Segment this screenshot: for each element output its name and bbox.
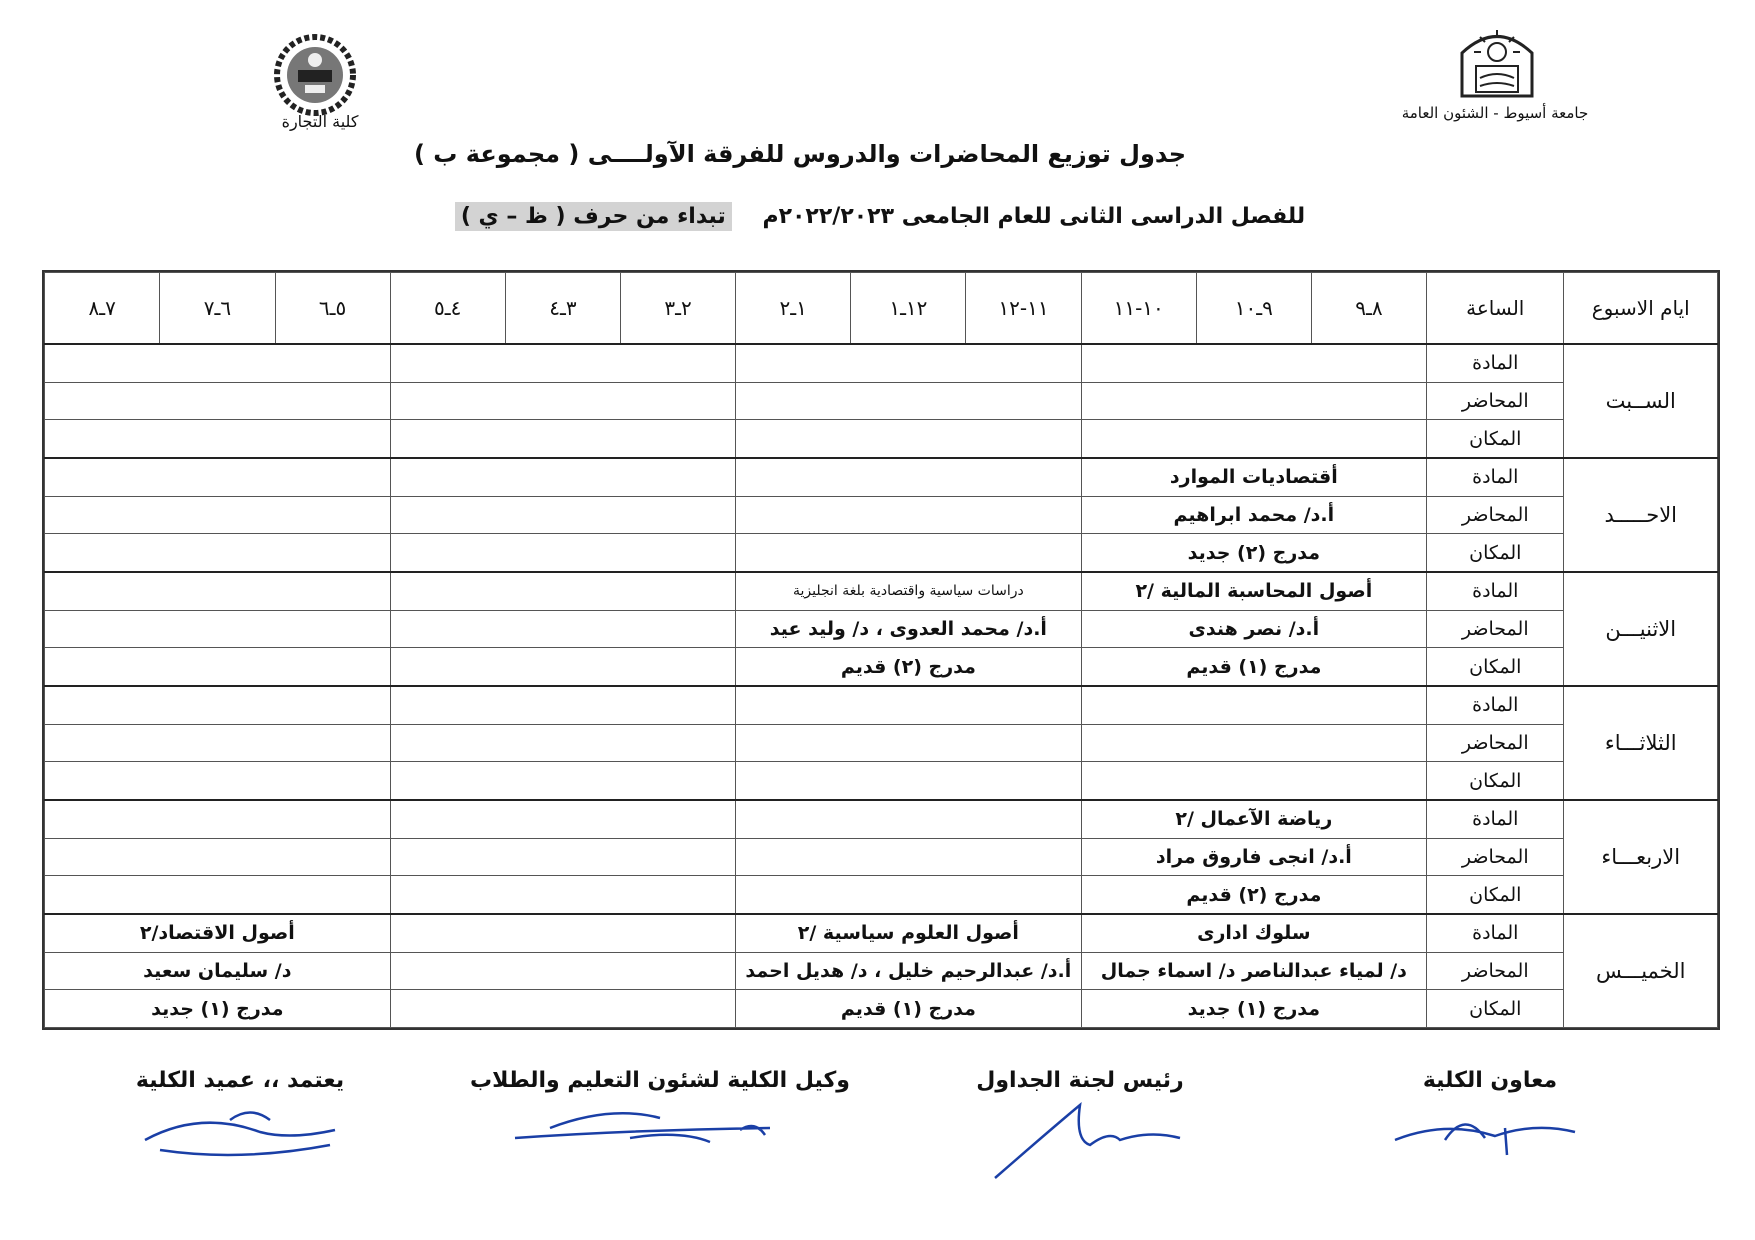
schedule-cell — [390, 382, 735, 420]
table-row — [45, 914, 1718, 952]
row-label: المادة — [1427, 686, 1564, 724]
row-label: المحاضر — [1427, 838, 1564, 876]
day-name: الاثنيـــن — [1564, 572, 1718, 686]
schedule-cell — [45, 762, 391, 800]
faculty-name: كلية التجارة — [281, 112, 359, 131]
table-row — [45, 724, 1718, 762]
row-label: المحاضر — [1427, 496, 1564, 534]
schedule-cell: أ.د/ انجى فاروق مراد — [1081, 838, 1426, 876]
row-label: المكان — [1427, 876, 1564, 914]
schedule-cell — [45, 686, 391, 724]
time-slot-header: ١٠-١١ — [1081, 273, 1196, 344]
schedule-cell — [1081, 344, 1426, 382]
row-label: المكان — [1427, 534, 1564, 572]
schedule-cell: أ.د/ عبدالرحيم خليل ، د/ هديل احمد — [736, 952, 1081, 990]
subtitle-highlight: تبداء من حرف ( ظ – ي ) — [455, 202, 732, 231]
schedule-cell: مدرج (١) جديد — [1081, 990, 1426, 1028]
time-slot-header: ٢ـ٣ — [620, 273, 735, 344]
row-label: المحاضر — [1427, 610, 1564, 648]
schedule-cell — [45, 800, 391, 838]
schedule-cell — [390, 914, 735, 952]
table-row — [45, 686, 1718, 724]
schedule-cell — [390, 952, 735, 990]
hour-header: الساعة — [1427, 273, 1564, 344]
schedule-cell — [45, 838, 391, 876]
table-row — [45, 382, 1718, 420]
schedule-cell — [390, 610, 735, 648]
schedule-cell — [45, 420, 391, 458]
table-row — [45, 876, 1718, 914]
table-header-row — [45, 273, 1718, 344]
schedule-cell — [1081, 686, 1426, 724]
time-slot-header: ١١-١٢ — [966, 273, 1081, 344]
page-subtitle — [420, 204, 1340, 229]
signature-dean — [140, 1100, 340, 1170]
schedule-cell: د/ لمياء عبدالناصر د/ اسماء جمال — [1081, 952, 1426, 990]
page-title: جدول توزيع المحاضرات والدروس للفرقة الآولــــى ( مجموعة ب ) — [413, 140, 1187, 168]
schedule-cell — [45, 876, 391, 914]
schedule-cell — [736, 686, 1081, 724]
table-row — [45, 990, 1718, 1028]
schedule-cell: مدرج (٢) قديم — [736, 648, 1081, 686]
schedule-cell — [45, 534, 391, 572]
schedule-cell — [736, 534, 1081, 572]
faculty-of-commerce-logo — [270, 30, 360, 120]
schedule-cell — [736, 344, 1081, 382]
schedule-cell: رياضة الآعمال /٢ — [1081, 800, 1426, 838]
schedule-cell — [45, 610, 391, 648]
schedule-cell — [1081, 420, 1426, 458]
day-name: الاحـــــد — [1564, 458, 1718, 572]
row-label: المكان — [1427, 990, 1564, 1028]
schedule-cell — [736, 420, 1081, 458]
schedule-cell — [390, 420, 735, 458]
schedule-cell — [390, 990, 735, 1028]
signature-title-vice-dean: وكيل الكلية لشئون التعليم والطلاب — [470, 1068, 850, 1093]
schedule-cell — [736, 496, 1081, 534]
table-row — [45, 420, 1718, 458]
schedule-cell: مدرج (١) قديم — [1081, 648, 1426, 686]
schedule-cell — [390, 648, 735, 686]
assiut-university-logo — [1452, 28, 1542, 98]
schedule-cell: أ.د/ نصر هندى — [1081, 610, 1426, 648]
subtitle-main: للفصل الدراسى الثانى للعام الجامعى ٢٠٢٢/٢٠٢٣م — [762, 204, 1306, 229]
row-label: المكان — [1427, 420, 1564, 458]
schedule-cell: مدرج (٢) جديد — [1081, 534, 1426, 572]
row-label: المحاضر — [1427, 952, 1564, 990]
schedule-cell — [736, 382, 1081, 420]
table-row — [45, 800, 1718, 838]
university-name: جامعة أسيوط - الشئون العامة — [1401, 104, 1589, 122]
day-name: الخميـــس — [1564, 914, 1718, 1028]
schedule-cell: أ.د/ محمد العدوى ، د/ وليد عيد — [736, 610, 1081, 648]
schedule-cell — [45, 496, 391, 534]
table-row — [45, 496, 1718, 534]
schedule-cell: أصول الاقتصاد/٢ — [45, 914, 391, 952]
time-slot-header: ١٢ـ١ — [851, 273, 966, 344]
schedule-cell — [736, 724, 1081, 762]
schedule-cell: مدرج (١) قديم — [736, 990, 1081, 1028]
signature-title-schedule-committee: رئيس لجنة الجداول — [976, 1068, 1184, 1093]
schedule-cell — [390, 762, 735, 800]
row-label: المادة — [1427, 458, 1564, 496]
day-name: الســبت — [1564, 344, 1718, 458]
schedule-cell — [390, 838, 735, 876]
schedule-cell: مدرج (١) جديد — [45, 990, 391, 1028]
schedule-cell: مدرج (٢) قديم — [1081, 876, 1426, 914]
schedule-cell — [45, 724, 391, 762]
signature-title-assistant: معاون الكلية — [1422, 1068, 1558, 1093]
time-slot-header: ٣ـ٤ — [505, 273, 620, 344]
schedule-cell — [390, 496, 735, 534]
schedule-cell — [736, 458, 1081, 496]
schedule-cell — [1081, 382, 1426, 420]
table-row — [45, 762, 1718, 800]
schedule-cell — [45, 458, 391, 496]
schedule-cell — [45, 382, 391, 420]
schedule-cell — [736, 838, 1081, 876]
table-row — [45, 344, 1718, 382]
schedule-cell — [45, 572, 391, 610]
schedule-cell — [390, 572, 735, 610]
day-name: الثلاثـــاء — [1564, 686, 1718, 800]
signature-schedule-committee — [990, 1100, 1190, 1180]
schedule-cell: أصول المحاسبة المالية /٢ — [1081, 572, 1426, 610]
schedule-cell — [736, 876, 1081, 914]
table-row — [45, 534, 1718, 572]
schedule-cell: أصول العلوم سياسية /٢ — [736, 914, 1081, 952]
signature-vice-dean — [510, 1100, 810, 1170]
schedule-cell — [390, 534, 735, 572]
row-label: المحاضر — [1427, 724, 1564, 762]
days-header: ايام الاسبوع — [1564, 273, 1718, 344]
schedule-cell: د/ سليمان سعيد — [45, 952, 391, 990]
schedule-cell — [390, 458, 735, 496]
schedule-table — [42, 270, 1720, 1030]
signature-assistant — [1385, 1100, 1585, 1180]
schedule-cell — [390, 800, 735, 838]
schedule-cell — [390, 724, 735, 762]
time-slot-header: ٥ـ٦ — [275, 273, 390, 344]
schedule-cell — [45, 344, 391, 382]
schedule-cell — [390, 876, 735, 914]
schedule-cell — [390, 686, 735, 724]
schedule-cell — [736, 800, 1081, 838]
schedule-cell — [45, 648, 391, 686]
row-label: المحاضر — [1427, 382, 1564, 420]
row-label: المكان — [1427, 648, 1564, 686]
table-row — [45, 952, 1718, 990]
schedule-cell: أ.د/ محمد ابراهيم — [1081, 496, 1426, 534]
table-row — [45, 610, 1718, 648]
time-slot-header: ٦ـ٧ — [160, 273, 275, 344]
table-row — [45, 838, 1718, 876]
row-label: المادة — [1427, 800, 1564, 838]
schedule-cell: أقتصاديات الموارد — [1081, 458, 1426, 496]
table-row — [45, 458, 1718, 496]
schedule-cell — [736, 762, 1081, 800]
schedule-cell — [1081, 762, 1426, 800]
row-label: المادة — [1427, 572, 1564, 610]
signature-title-dean: يعتمد ،، عميد الكلية — [135, 1068, 345, 1093]
schedule-cell — [1081, 724, 1426, 762]
table-row — [45, 648, 1718, 686]
time-slot-header: ٤ـ٥ — [390, 273, 505, 344]
row-label: المادة — [1427, 914, 1564, 952]
table-row — [45, 572, 1718, 610]
row-label: المادة — [1427, 344, 1564, 382]
time-slot-header: ٩ـ١٠ — [1196, 273, 1311, 344]
schedule-cell — [390, 344, 735, 382]
time-slot-header: ٧ـ٨ — [45, 273, 160, 344]
schedule-cell: سلوك ادارى — [1081, 914, 1426, 952]
schedule-cell: دراسات سياسية واقتصادية بلغة انجليزية — [736, 572, 1081, 610]
day-name: الاربعـــاء — [1564, 800, 1718, 914]
time-slot-header: ٨ـ٩ — [1311, 273, 1426, 344]
time-slot-header: ١ـ٢ — [736, 273, 851, 344]
row-label: المكان — [1427, 762, 1564, 800]
